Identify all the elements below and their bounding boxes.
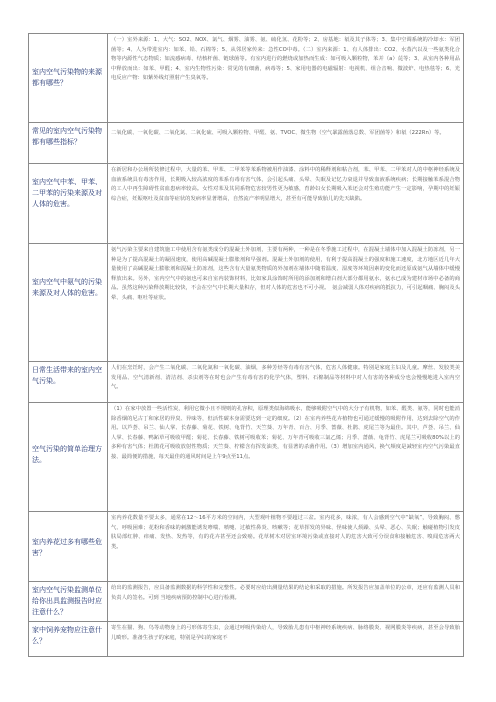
answer-cell bbox=[108, 362, 464, 403]
answer-text: 氨气污染主要来自建筑施工中使用含有氨类成分的混凝土外加剂，主要有两种，一种是在冬季施工过程中，在混凝土墙体中加入混凝土防冻剂，另一种是为了提高混凝土的凝固速度，使用高碱混凝土膨胀剂和早强剂。混凝土外加剂的使用，有利于提高混凝土的强度和施工速度，北方地区近几年大量使用了高碱混凝土膨胀剂和混凝土防冻剂，这些含有大量氨类物质的外加剂在墙体中随着温度、湿度等环境因素的变化而还原成氨气从墙体中缓慢释放出来。另外，室内空气中的氨也可来自室内装饰材料，比如家具涂饰时所用的添加剂和增白剂大部分都用氨水，氨水已成为建材市场中必备的商品。虽然这种污染释放期比较快，不会在空气中长期大量积存，但对人体的危害也不可小视。 氨会减弱人体对疾病的抵抗力，可引起咽痛、胸闷及头晕、头痛、呕吐等症状。 bbox=[111, 247, 460, 301]
answer-text: （1）在家中放置一些活性炭，利用它微小且不规则的孔容积，原理类似海绵吸水，能够吸附空气中的大分子有机物，如苯、醛类、氨等，同时也能消除香烟的尼古丁和家居的异臭、异味等，但活性碳本身需要达到一定的细度。（2）在室内养些花卉植物也可通过缓慢的吸附作用，达到去除空气的作用。以芦荟、吊兰、仙人掌、长春藤、菊花、铁树、龟背竹、天竺葵、万年青、百合、月季、蔷薇、杜鹃、虎尾兰等为最佳。其中，芦荟、吊兰、仙人掌、长春藤、鸭跖草可吸收甲醛；菊花、长春藤、铁树可吸收苯；菊花、万年青可吸收三氯乙烯；月季、蔷薇、龟背竹、虎尾兰可吸收80%以上的多种有害气体；杜鹃花可吸收放射性物质；天竺葵、柠檬含有挥发油类，有显著的杀菌作用。（3）增加室内通风，换气频度是减轻室内空气污染最直接、最简便的措施，每天最佳的通风时间是上午9点至11点。 bbox=[111, 406, 460, 460]
answer-cell bbox=[108, 582, 464, 622]
question-text: 家中饲养宠物应注意什么？ bbox=[32, 626, 102, 645]
question-cell bbox=[29, 34, 108, 123]
answer-cell bbox=[108, 403, 464, 512]
question-cell bbox=[29, 403, 108, 512]
answer-cell bbox=[108, 244, 464, 362]
qa-table bbox=[28, 33, 464, 657]
answer-text: 寄生在猫、狗、鸟等动物身上的弓形体寄生虫，会通过呼吸传染给人，导致胎儿患有中枢神经系统疾病、脉络膜炎、视网膜炎等疾病，甚至会导致胎儿畸形。准备生孩子的家庭，特别是孕妇的家庭不 bbox=[111, 625, 460, 641]
question-text: 室内空气污染监测单位给你出具监测报告时应注意什么？ bbox=[32, 586, 102, 616]
question-text: 日常生活带来的室内空气污染。 bbox=[32, 366, 102, 385]
table-row bbox=[29, 403, 464, 512]
question-text: 室内空气中氨气的污染来源及对人体的危害。 bbox=[32, 278, 102, 297]
question-cell bbox=[29, 123, 108, 164]
answer-text: 室内养花数量不要太多，通常在12～16平方米的空间内，大型观叶植物不要超过三盆。室内花多，味浓，有人会感到空气中“缺氧”，导致胸闷、憋气、呼吸困难；花粉和香味的刺激能诱发哮喘、喷嚏、过敏性鼻炎、咳嗽等；花草挥发的异味、怪味使人烦躁、头晕、恶心、失眠；触碰植物引发皮肤局部红肿、痒痛、发热、发热等，有的花卉甚至还会致癌。花草树木对居室环境污染或直接对人的危害大致可分误食和接触危害、嗅闻危害两大类。 bbox=[111, 515, 460, 550]
question-text: 室内空气中苯、甲苯、二甲苯的污染来源及对人体的危害。 bbox=[32, 178, 102, 208]
table-row bbox=[29, 582, 464, 622]
question-cell bbox=[29, 244, 108, 362]
table-row bbox=[29, 622, 464, 657]
answer-cell bbox=[108, 34, 464, 123]
question-cell bbox=[29, 582, 108, 622]
answer-cell bbox=[108, 123, 464, 164]
question-cell bbox=[29, 164, 108, 244]
question-cell bbox=[29, 622, 108, 657]
question-cell bbox=[29, 362, 108, 403]
table-row bbox=[29, 244, 464, 362]
answer-text: （一）室外来源：1、大气：SO2、NOX、氯气、烟雾、油雾、氨、硫化氢、花粉等；2、房基地：氡及其子体等；3、集中空调系统的冷却水：军团菌等；4、人为带进室内：如苯、铅、石棉等；5、从邻居家传来：急性CO中毒。（二）室内来源：1、有人体排出：CO2、水蒸汽以及一些氨类化合物等内源性气态物质；如流感病毒、结核杆菌、链球菌等。有室内进行的燃烧或加热而生成：如可吸入颗粒物，苯并（a）芘等；3、从室内各种用品中释放而出：如苯、甲醛；4、室内生物性污染：常见的有细菌，病毒等；5、家用电器的电磁辐射：电视机、组合音响、微波炉、电热毯等；6、光电反应产物：如紫外线灯照射产生臭氧等。 bbox=[111, 37, 460, 81]
question-cell bbox=[29, 512, 108, 582]
table-row bbox=[29, 123, 464, 164]
answer-text: 在新居和办公场所装修过程中，大量的苯、甲苯、二甲苯等苯系物被用作油漆、涂料中的稀释剂和粘合剂，苯、甲苯、二甲苯对人的中枢神经系统及血液系统具有毒害作用，长期吸入较高浓度的苯系有毒有害气体，会引起头痛、头晕、失眠及记忆力衰退并导致血液系统疾病；长期接触苯系混合物的工人中再生障碍性贫血患病率较高。女性对苯及其同系物危害较男性更为敏感，育龄妇女长期吸入苯还会对生殖功能产生一定影响，孕期中的妊娠综合症，妊娠呕吐及贫血等症状的发病率显著增高，自然流产率明显增大，甚至有可能导致胎儿的先天缺陷。 bbox=[111, 167, 460, 202]
question-text: 室内空气污染物的来源都有哪些？ bbox=[32, 68, 102, 87]
table-row bbox=[29, 164, 464, 244]
table-row bbox=[29, 34, 464, 123]
question-text: 常见的室内空气污染物都有哪些指标？ bbox=[32, 127, 102, 146]
answer-cell bbox=[108, 512, 464, 582]
answer-cell bbox=[108, 622, 464, 657]
table-row bbox=[29, 512, 464, 582]
answer-text: 人们在烹饪时，会产生二氧化碳、二氧化氮和一氧化碳、油烟，多种芳烃等有毒有害气体，危害人体健康。特别是家庭主妇及儿童。摩丝、发胶类美发用品、空气清新剂、清洁剂、杀虫剂等在时也会产生有毒有害的化学气体，塑料、石棉制品等材料中对人有害的各种成分也会慢慢地进入室内空气。 bbox=[111, 365, 460, 390]
table-row bbox=[29, 362, 464, 403]
answer-cell bbox=[108, 164, 464, 244]
answer-text: 给出的监测报告，应具备监测数据的科学性和完整性。必要时应给出测量结果的结论和采取的措施。所发报告应加盖单位的公章，还应有监测人员和负责人的签名。可到 当地疾病预防控制中心进行检测。 bbox=[111, 585, 460, 601]
question-text: 室内养花过多有哪些危害？ bbox=[32, 538, 102, 557]
answer-text: 二氧化碳、一氧化碳、二氧化氮、二氧化硫、可吸入颗粒物、甲醛、氨、TVOC、微生物（空气暴露菌落总数、军团菌等）和氡（222Rn）等。 bbox=[111, 130, 445, 136]
question-text: 空气污染的简单治理方法。 bbox=[32, 445, 102, 464]
